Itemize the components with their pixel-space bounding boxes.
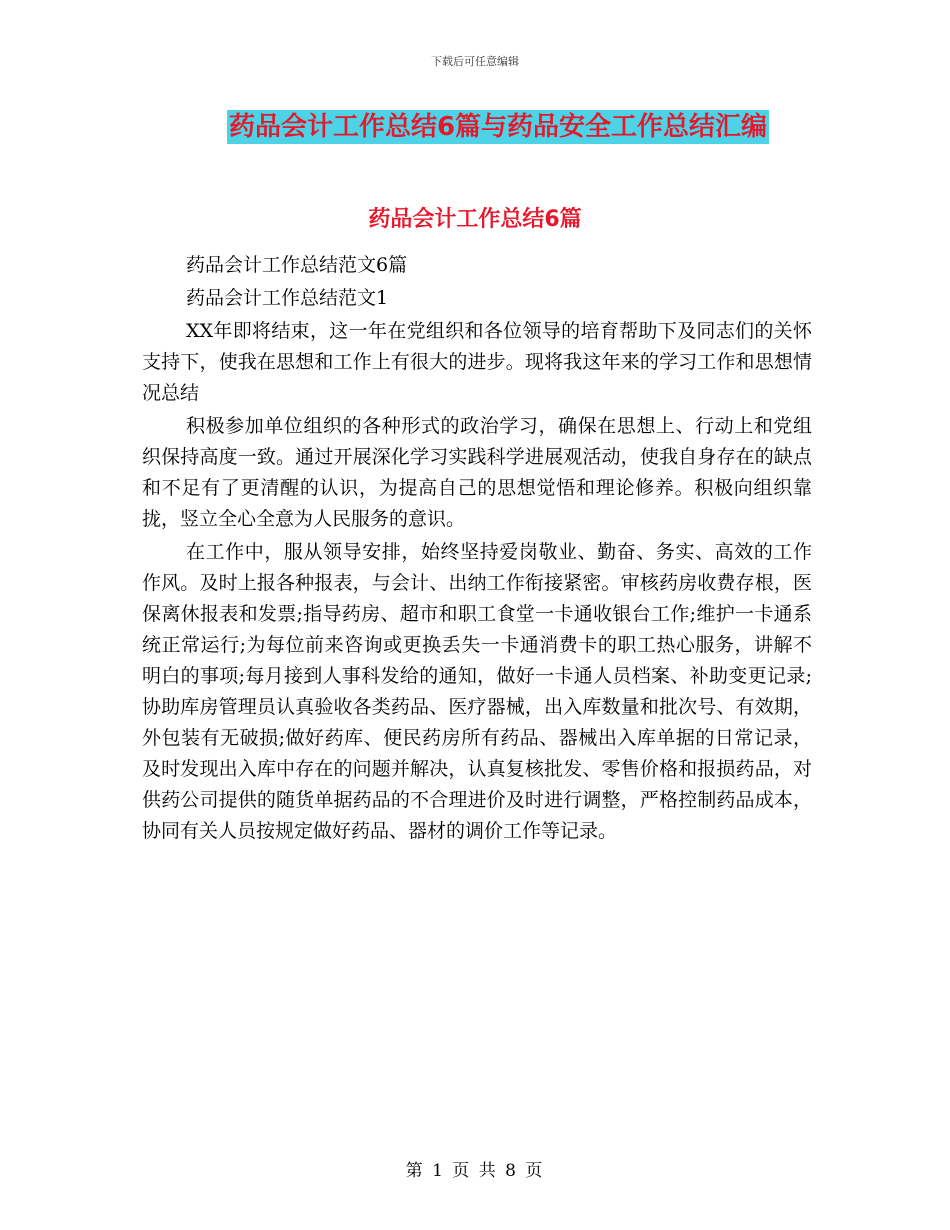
paragraph-1: 药品会计工作总结范文6篇 [186,254,408,276]
paragraph-4: 积极参加单位组织的各种形式的政治学习，确保在思想上、行动上和党组织保持高度一致。通过开展深化学习实践科学进展观活动，使我自身存在的缺点和不足有了更清醒的认识，为提高自己的思想觉悟和理论修养。积极向组织靠拢，竖立全心全意为人民服务的意识。 [142,415,812,530]
paragraph-2: 药品会计工作总结范文1 [186,287,389,309]
page-number: 第 1 页 共 8 页 [405,1161,545,1181]
section-title: 药品会计工作总结6篇 [368,207,582,232]
document-body [142,250,812,849]
header-note: 下载后可任意编辑 [431,55,519,68]
main-title-text: 药品会计工作总结6篇与药品安全工作总结汇编 [228,112,768,142]
paragraph-3: XX年即将结束，这一年在党组织和各位领导的培育帮助下及同志们的关怀支持下，使我在思想和工作上有很大的进步。现将我这年来的学习工作和思想情况总结 [142,320,812,404]
paragraph-5: 在工作中，服从领导安排，始终坚持爱岗敬业、勤奋、务实、高效的工作作风。及时上报各种报表，与会计、出纳工作衔接紧密。审核药房收费存根，医保离休报表和发票;指导药房、超市和职工食堂一卡通收银台工作;维护一卡通系统正常运行;为每位前来咨询或更换丢失一卡通消费卡的职工热心服务，讲解不明白的事项;每月接到人事科发给的通知，做好一卡通人员档案、补助变更记录;协助库房管理员认真验收各类药品、医疗器械，出入库数量和批次号、有效期，外包装有无破损;做好药库、便民药房所有药品、器械出入库单据的日常记录，及时发现出入库中存在的问题并解决，认真复核批发、零售价格和报损药品，对供药公司提供的随货单据药品的不合理进价及时进行调整，严格控制药品成本，协同有关人员按规定做好药品、器材的调价工作等记录。 [142,541,812,842]
main-title [0,110,950,144]
